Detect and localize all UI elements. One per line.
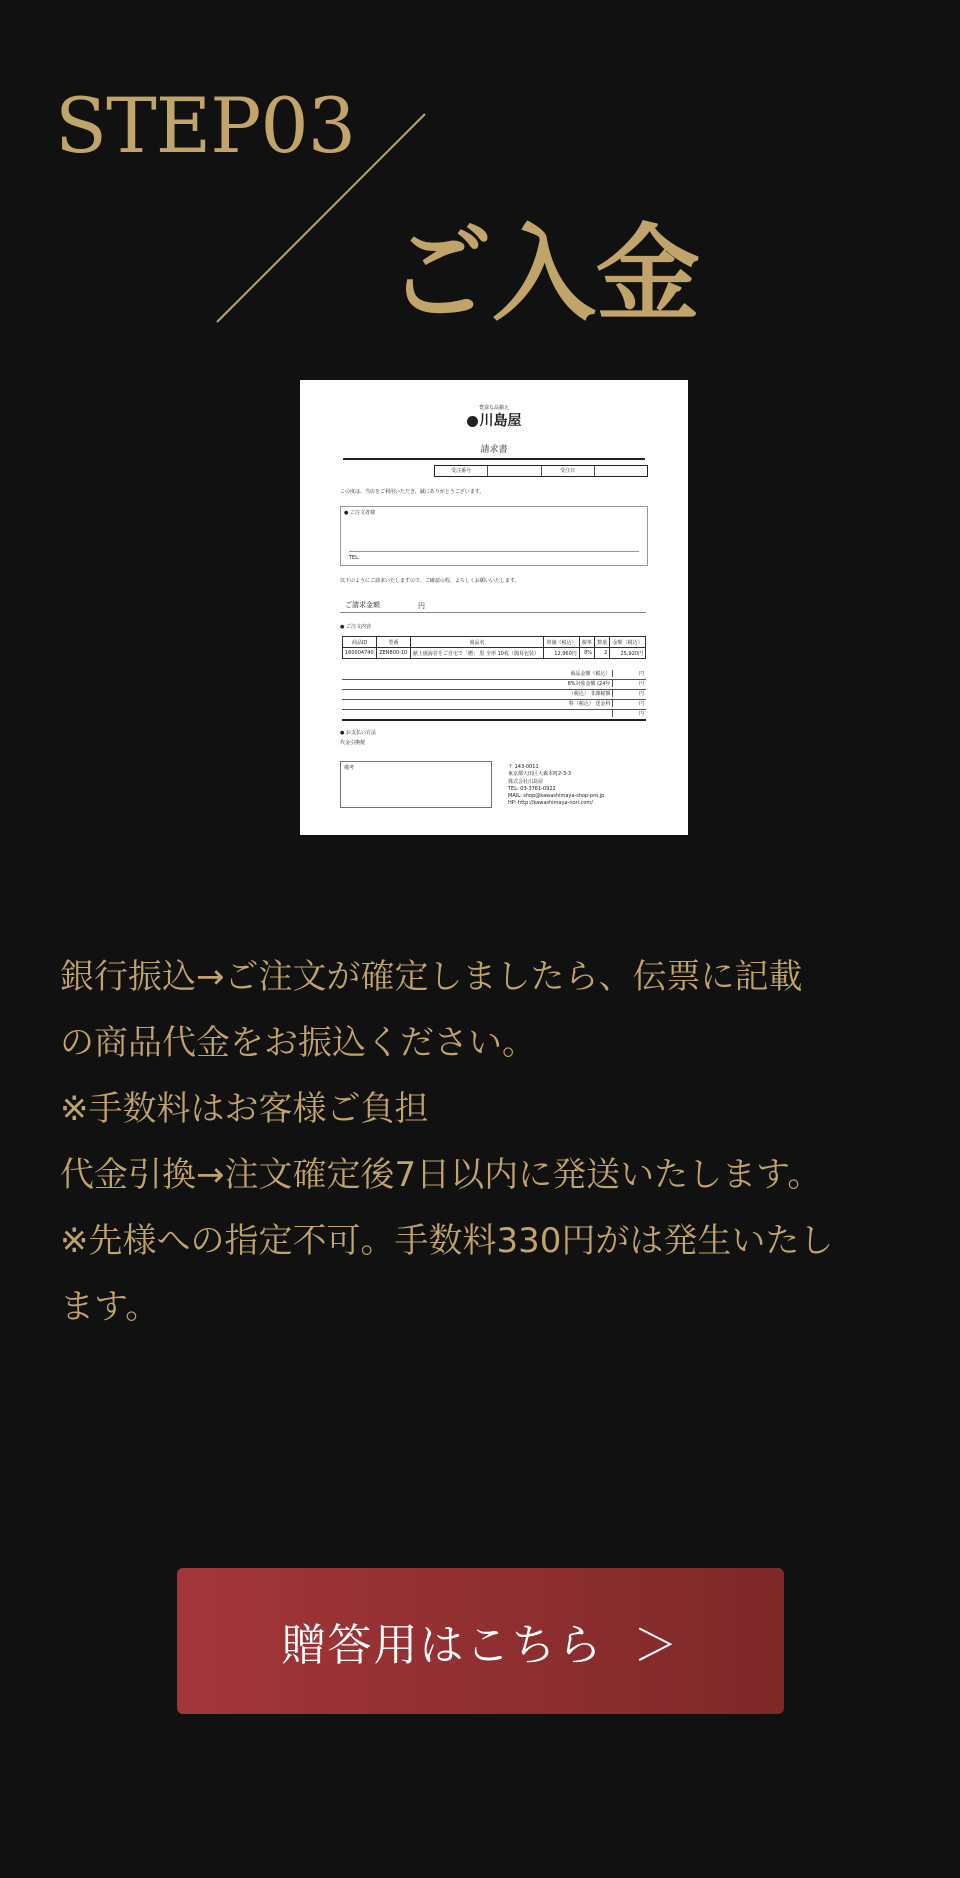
table-cell: ZEN800-10 <box>377 648 411 659</box>
table-header: 商品ID <box>343 637 377 648</box>
summary-value: 円 <box>612 700 646 707</box>
customer-label: ● ご注文者様 <box>344 510 375 516</box>
description-line: ※先様への指定不可。手数料330円がは発生いたし <box>60 1221 834 1261</box>
table-cell: 2 <box>595 648 610 659</box>
description-line: ます。 <box>60 1287 160 1327</box>
description-line: の商品代金をお振込ください。 <box>60 1023 536 1063</box>
table-header: 単価（税込） <box>544 637 580 648</box>
numbox-cell <box>488 466 541 476</box>
step-label: STEP03 <box>55 81 356 170</box>
invoice-address <box>508 764 604 808</box>
summary-row <box>342 690 646 700</box>
table-header: 税率 <box>579 637 594 648</box>
table-cell: 160004740 <box>343 648 377 659</box>
numbox-cell: 受注日 <box>542 466 595 476</box>
summary-value: 円 <box>612 690 646 697</box>
table-cell: 12,960円 <box>544 648 580 659</box>
customer-line <box>349 551 639 552</box>
invoice-image <box>300 380 688 835</box>
amount-yen: 円 <box>418 602 425 610</box>
invoice-logo <box>300 410 688 430</box>
summary-label: （税込） 非課税額 <box>568 691 611 697</box>
tel-label: TEL: <box>349 555 360 561</box>
order-table <box>342 636 646 659</box>
invoice-note: 以下のようにご請求いたしますので、ご確認の程、よろしくお願いいたします。 <box>340 578 520 584</box>
table-cell: 献上焼海苔をご自宅で「贈」 黒 全形 10枚（簡易包装） <box>410 648 543 659</box>
payment-method: 代金引換便 <box>340 740 366 746</box>
remarks-box <box>340 761 492 808</box>
amount-label: ご請求金額 <box>345 601 380 609</box>
address-line: 株式会社川島屋 <box>508 778 544 785</box>
address-line: 東京都大田区大森本町2-3-3 <box>508 771 572 778</box>
gift-use-button[interactable] <box>177 1568 784 1714</box>
summary-label: 商品金額（税込） <box>570 671 611 677</box>
section-title: ご入金 <box>388 212 701 335</box>
table-header-row <box>343 637 646 648</box>
gift-use-button-label: 贈答用はこちら <box>281 1620 604 1671</box>
remarks-label: 備考 <box>344 765 355 771</box>
summary-value: 円 <box>612 710 646 717</box>
chevron-right-icon: ＞ <box>633 1620 680 1671</box>
table-header: 数量 <box>595 637 610 648</box>
payment-description <box>60 944 900 1340</box>
invoice-number-box <box>434 465 648 477</box>
summary-row <box>342 680 646 690</box>
invoice-rule <box>343 458 645 460</box>
invoice-customer-box <box>340 506 648 566</box>
invoice-logo-tagline: 豊富な品揃え <box>478 405 509 411</box>
amount-line <box>340 612 646 613</box>
numbox-cell <box>595 466 647 476</box>
summary-row <box>342 700 646 710</box>
invoice-greeting: この度は、当店をご利用いただき、誠にありがとうございます。 <box>340 489 485 495</box>
numbox-cell: 受注番号 <box>435 466 488 476</box>
summary-label: 8%対象金額 (24年 <box>567 681 611 687</box>
summary-value: 円 <box>612 670 646 677</box>
address-line: HP: http://kawashimaya-nori.com/ <box>508 800 593 807</box>
invoice-logo-text: 川島屋 <box>479 413 522 429</box>
logo-mark-icon <box>467 416 478 427</box>
address-line: TEL: 03-3761-0922 <box>508 785 556 792</box>
summary-value: 円 <box>612 680 646 687</box>
description-line: ※手数料はお客様ご負担 <box>60 1089 429 1129</box>
description-line: 代金引換→注文確定後7日以内に発送いたします。 <box>60 1155 822 1195</box>
table-header: 金額（税込） <box>610 637 646 648</box>
summary-label: 料（税込） 送金料 <box>568 701 611 707</box>
summary-row <box>342 710 646 721</box>
invoice-title: 請求書 <box>480 445 508 455</box>
table-row <box>343 648 646 659</box>
description-line: 銀行振込→ご注文が確定しましたら、伝票に記載 <box>60 957 803 997</box>
summary-row <box>342 670 646 680</box>
address-line: MAIL: shop@kawashimaya-shop-pro.jp <box>508 793 605 799</box>
table-header: 型番 <box>377 637 411 648</box>
order-heading: ● ご注文内容 <box>340 624 371 630</box>
table-header: 商品名 <box>410 637 543 648</box>
table-cell: 8% <box>579 648 594 659</box>
table-cell: 25,920円 <box>610 648 646 659</box>
address-line: 〒 143-0011 <box>508 764 539 770</box>
payment-heading: ● お支払い方法 <box>340 730 376 736</box>
